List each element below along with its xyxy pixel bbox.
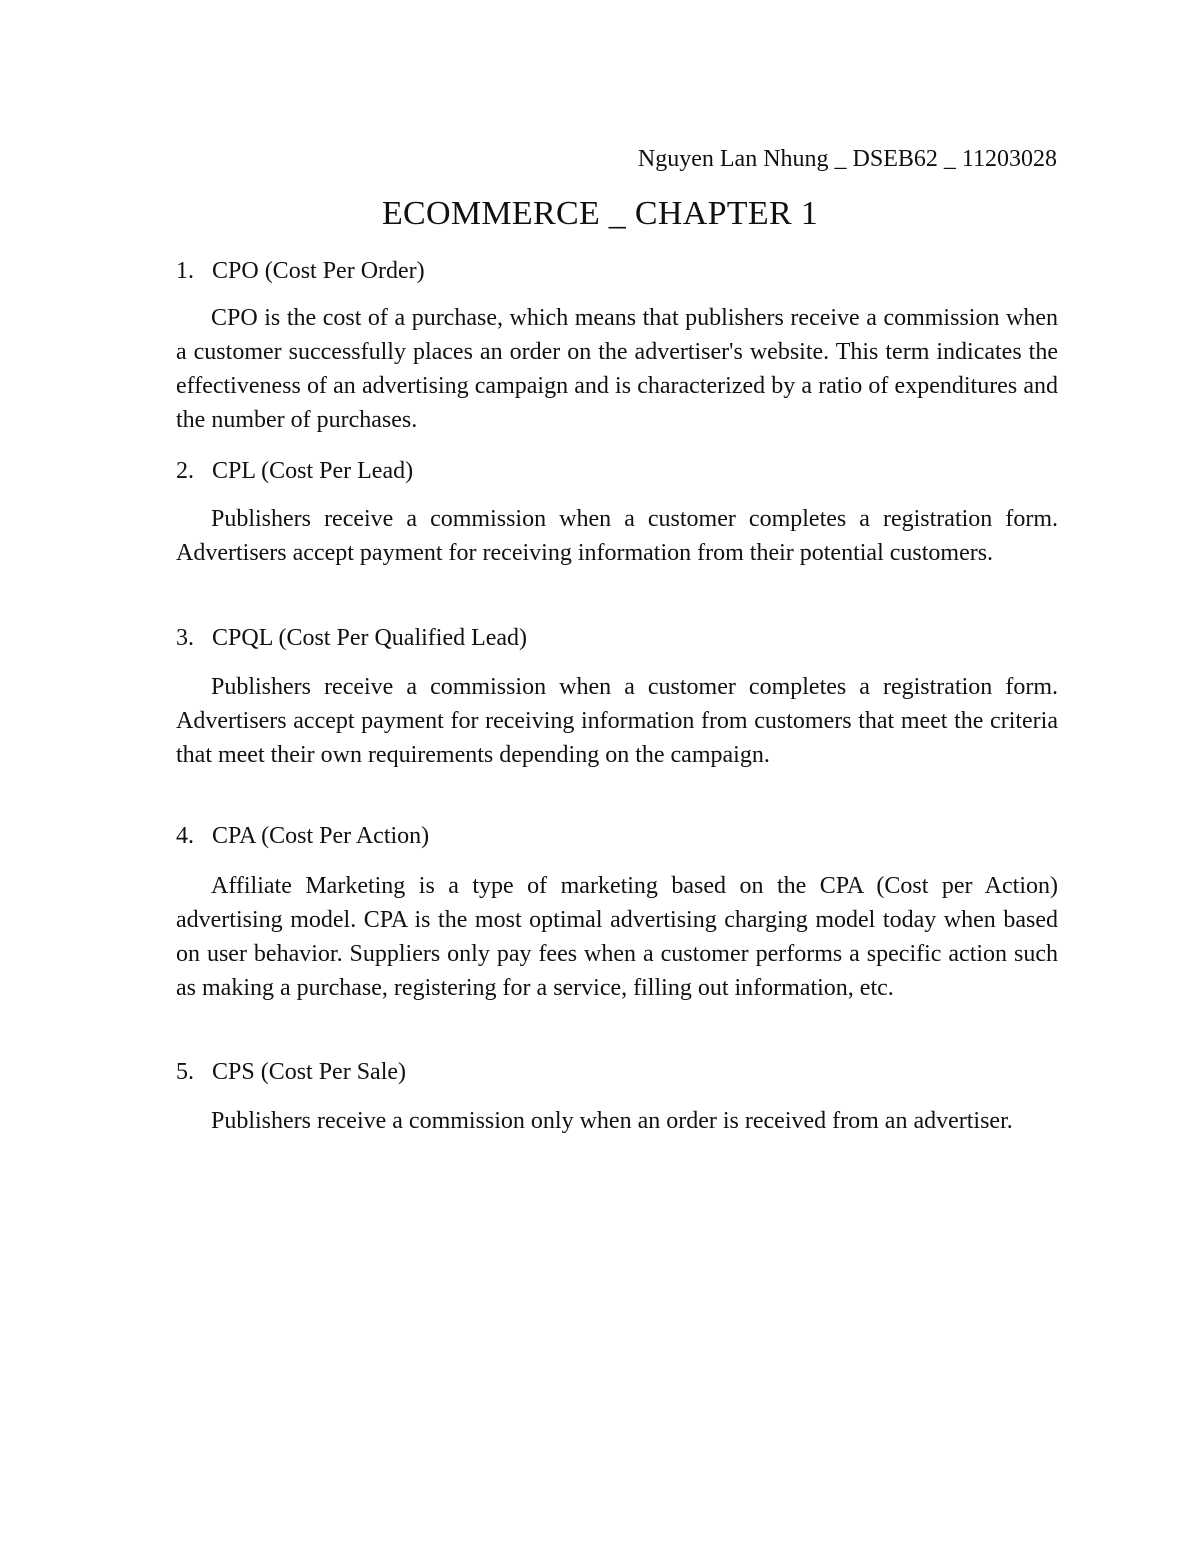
section-heading-cpo <box>176 254 425 288</box>
section-number: 4. <box>176 823 194 849</box>
section-title: CPQL (Cost Per Qualified Lead) <box>212 625 528 651</box>
section-number: 1. <box>176 258 194 284</box>
section-body-cpa: Affiliate Marketing is a type of marketing based on the CPA (Cost per Action) advertising model. CPA is the most optimal advertising charging model today when based on user behavior. Suppliers only pay fees when a customer performs a specific action such as making a purchase, registering for a service, filling out information, etc. <box>176 873 1058 1001</box>
section-title: CPO (Cost Per Order) <box>212 258 425 284</box>
section-title: CPA (Cost Per Action) <box>212 823 430 849</box>
section-title: CPS (Cost Per Sale) <box>212 1059 407 1085</box>
section-body-cpl: Publishers receive a commission when a customer completes a registration form. Advertisers accept payment for receiving information from their potential customers. <box>176 506 1058 566</box>
section-number: 2. <box>176 458 194 484</box>
section-heading-cpl <box>176 454 413 488</box>
section-title: CPL (Cost Per Lead) <box>212 458 414 484</box>
section-body-cps: Publishers receive a commission only when an order is received from an advertiser. <box>211 1108 1013 1134</box>
section-body-cpql: Publishers receive a commission when a customer completes a registration form. Advertisers accept payment for receiving information from customers that meet the criteria that meet their own requirements depending on the campaign. <box>176 674 1058 768</box>
section-number: 3. <box>176 625 194 651</box>
section-number: 5. <box>176 1059 194 1085</box>
section-heading-cpa <box>176 819 429 853</box>
section-heading-cps <box>176 1055 406 1089</box>
section-body-cpo: CPO is the cost of a purchase, which means that publishers receive a commission when a customer successfully places an order on the advertiser's website. This term indicates the effectiveness of an advertising campaign and is characterized by a ratio of expenditures and the number of purchases. <box>176 305 1058 433</box>
section-heading-cpql <box>176 621 527 655</box>
author-line: Nguyen Lan Nhung _ DSEB62 _ 11203028 <box>637 146 1057 172</box>
document-title: ECOMMERCE _ CHAPTER 1 <box>381 195 819 232</box>
